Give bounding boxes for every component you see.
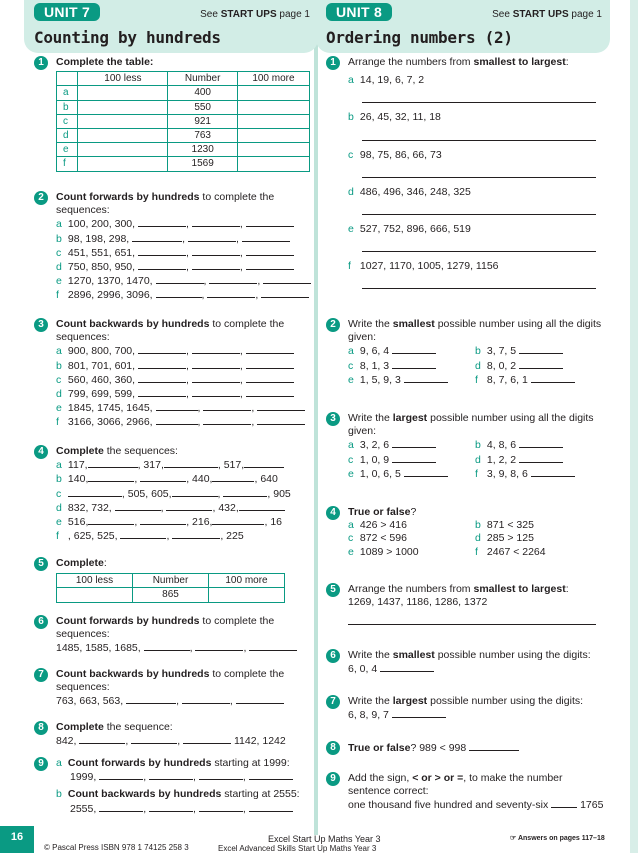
question-text: Count backwards by hundreds to complete the sequences: (56, 668, 285, 694)
list-c: c 98, 75, 86, 66, 73 (348, 148, 442, 161)
question-8 (326, 741, 602, 755)
unit-badge: UNIT 8 (326, 3, 392, 21)
question-text: True or false? (348, 506, 417, 518)
complete-table (56, 573, 285, 602)
question-4 (326, 506, 602, 559)
question-3 (326, 412, 602, 481)
table-header: 100 more (237, 72, 309, 86)
question-7 (34, 668, 310, 709)
question-1 (34, 56, 310, 172)
list-f: f 1027, 1170, 1005, 1279, 1156 (348, 260, 499, 273)
question-text: Count forwards by hundreds to complete the sequences: (56, 191, 275, 217)
answer-line[interactable] (362, 273, 596, 289)
question-9 (326, 772, 602, 813)
question-number: 6 (34, 615, 48, 629)
sequence-c: c 451, 551, 651, , , (56, 246, 310, 260)
sequence-f: f 3166, 3066, 2966, , , (56, 415, 310, 429)
answer-row: e 1, 0, 6, 5 f 3, 9, 8, 6 (348, 467, 602, 481)
digits: 6, 8, 9, 7 (348, 708, 602, 722)
question-text: Count forwards by hundreds to complete the sequences: (56, 615, 275, 641)
answer-cell[interactable] (57, 588, 133, 602)
list-e: e 527, 752, 896, 666, 519 (348, 223, 471, 236)
answer-row: e 1089 > 1000 f 2467 < 2264 (348, 545, 546, 558)
answer-row: a 426 > 416 b 871 < 325 (348, 519, 534, 532)
sequence-b: b 98, 198, 298, , , (56, 232, 310, 246)
question-number: 7 (326, 695, 340, 709)
list-a: a 14, 19, 6, 7, 2 (348, 74, 425, 87)
answer-line[interactable] (362, 87, 596, 103)
unit-title: Ordering numbers (2) (326, 28, 513, 47)
table-row: c 921 (57, 114, 310, 128)
question-4 (34, 445, 310, 543)
answer-cell[interactable] (78, 157, 168, 171)
answer-cell[interactable] (237, 143, 309, 157)
sequence-e: e 516, , , 216, , 16 (56, 516, 282, 529)
sequence-f: f , 625, 525, , , 225 (56, 530, 244, 543)
question-text: Write the largest possible number using the digits: (348, 695, 584, 707)
see-reference: See START UPS page 1 (200, 9, 310, 20)
answers-reference: ☞ Answers on pages 117–18 (510, 835, 605, 842)
table-row: a 400 (57, 86, 310, 100)
list-d: d 486, 496, 346, 248, 325 (348, 185, 471, 198)
table-row: b 550 (57, 100, 310, 114)
table-row: e 1230 (57, 143, 310, 157)
question-3 (34, 318, 310, 430)
question-text: True or false? 989 < 998 (348, 741, 602, 755)
publisher-info: © Pascal Press ISBN 978 1 74125 258 3 (44, 843, 189, 852)
answer-row: c 1, 0, 9 d 1, 2, 2 (348, 453, 602, 467)
book-title: Excel Start Up Maths Year 3 (268, 834, 381, 844)
sequence: 1485, 1585, 1685, , , (56, 641, 310, 655)
sequence-f: f 2896, 2996, 3096, , , (56, 288, 310, 302)
answer-cell[interactable] (209, 588, 285, 602)
unit-7-column (30, 0, 312, 815)
table-header: 100 more (209, 574, 285, 588)
question-number: 5 (34, 557, 48, 571)
column-divider (314, 0, 318, 835)
answer-cell[interactable] (237, 129, 309, 143)
question-text: Write the largest possible number using all the digits given: (348, 412, 594, 438)
answer-cell[interactable] (78, 129, 168, 143)
question-2 (34, 191, 310, 303)
sequence-d: d 750, 850, 950, , , (56, 260, 310, 274)
question-6 (34, 615, 310, 656)
digits: 6, 0, 4 (348, 662, 602, 676)
answer-row: a 3, 2, 6 b 4, 8, 6 (348, 438, 602, 452)
page-edge (630, 0, 638, 853)
sequence: 842, , , 1142, 1242 (56, 735, 286, 748)
number-sentence: one thousand five hundred and seventy-six 1765 (348, 799, 604, 812)
answer-cell[interactable] (78, 143, 168, 157)
answer-line[interactable] (362, 199, 596, 215)
answer-line[interactable] (362, 236, 596, 252)
question-2 (326, 318, 602, 387)
unit-title: Counting by hundreds (34, 28, 221, 47)
table-header: Number (168, 72, 237, 86)
question-number: 2 (34, 191, 48, 205)
book-subtitle: Excel Advanced Skills Start Up Maths Year 3 (218, 844, 377, 853)
question-text: Complete the sequences: (56, 445, 178, 457)
question-7 (326, 695, 602, 722)
page-number-badge: 16 (0, 826, 34, 853)
answer-cell[interactable] (78, 86, 168, 100)
question-number: 8 (34, 721, 48, 735)
table-header: Number (133, 574, 209, 588)
pointing-hand-icon: ☞ (510, 835, 517, 842)
question-text: Write the smallest possible number using all the digits given: (348, 318, 602, 344)
question-5 (326, 583, 602, 625)
answer-cell[interactable] (78, 100, 168, 114)
answer-cell[interactable] (237, 157, 309, 171)
sequence-b: b 801, 701, 601, , , (56, 359, 310, 373)
unit-7-header (24, 0, 318, 53)
question-number: 8 (326, 741, 340, 755)
list-b: b 26, 45, 32, 11, 18 (348, 111, 441, 124)
question-text: Arrange the numbers from smallest to largest: (348, 583, 569, 595)
question-9 (34, 757, 310, 816)
sequence-a: a 117, , 317, , 517, (56, 458, 310, 472)
question-number: 3 (326, 412, 340, 426)
answer-cell[interactable] (237, 114, 309, 128)
sequence-c: c 560, 460, 360, , , (56, 373, 310, 387)
table-row: 865 (57, 588, 285, 602)
unit-badge: UNIT 7 (34, 3, 100, 21)
number-list: 1269, 1437, 1186, 1286, 1372 (348, 596, 488, 609)
answer-row: e 1, 5, 9, 3 f 8, 7, 6, 1 (348, 373, 602, 387)
sequence-d: d 832, 732, , , 432, (56, 501, 310, 515)
answer-line[interactable] (362, 125, 596, 141)
question-number: 7 (34, 668, 48, 682)
question-number: 9 (34, 757, 48, 771)
answer-row: c 872 < 596 d 285 > 125 (348, 532, 534, 545)
question-number: 4 (326, 506, 340, 520)
question-number: 3 (34, 318, 48, 332)
question-9a-text: a Count forwards by hundreds starting at 1999: (56, 757, 290, 769)
sequence-e: e 1270, 1370, 1470, , , (56, 274, 310, 288)
question-8 (34, 721, 310, 748)
see-reference: See START UPS page 1 (492, 9, 602, 20)
table-header: 100 less (78, 72, 168, 86)
question-number: 6 (326, 649, 340, 663)
answer-cell[interactable] (237, 86, 309, 100)
question-text: Write the smallest possible number using the digits: (348, 649, 591, 661)
sequence-b: b 140, , , 440, , 640 (56, 473, 278, 486)
counting-table (56, 71, 310, 171)
answer-line[interactable] (362, 162, 596, 178)
answer-line[interactable] (348, 609, 596, 625)
sequence-a: a 100, 200, 300, , , (56, 217, 310, 231)
question-text: Add the sign, < or > or =, to make the number sentence correct: (348, 772, 563, 798)
question-1 (326, 56, 602, 289)
question-number: 1 (34, 56, 48, 70)
question-text: Complete the sequence: (56, 721, 173, 733)
question-text: Complete the table: (56, 56, 154, 68)
sequence-e: e 1845, 1745, 1645, , , (56, 401, 310, 415)
sequence-c: c , 505, 605, , , 905 (56, 487, 291, 500)
table-header (57, 72, 78, 86)
question-text: Complete: (56, 557, 107, 569)
sequence-a: 1999, , , , (70, 770, 310, 784)
answer-cell[interactable] (78, 114, 168, 128)
question-number: 2 (326, 318, 340, 332)
question-number: 4 (34, 445, 48, 459)
question-number: 5 (326, 583, 340, 597)
table-row: d 763 (57, 129, 310, 143)
answer-row: a 9, 6, 4 b 3, 7, 5 (348, 344, 602, 358)
unit-8-header (316, 0, 610, 53)
question-number: 9 (326, 772, 340, 786)
sequence: 763, 663, 563, , , (56, 694, 310, 708)
question-text: Count backwards by hundreds to complete the sequences: (56, 318, 285, 344)
table-row: f 1569 (57, 157, 310, 171)
answer-row: c 8, 1, 3 d 8, 0, 2 (348, 359, 602, 373)
unit-8-column (322, 0, 604, 812)
table-header: 100 less (57, 574, 133, 588)
question-5 (34, 557, 310, 603)
question-6 (326, 649, 602, 676)
sequence-b: 2555, , , , (70, 802, 310, 816)
sequence-d: d 799, 699, 599, , , (56, 387, 310, 401)
question-text: Arrange the numbers from smallest to largest: (348, 56, 569, 68)
sequence-a: a 900, 800, 700, , , (56, 344, 310, 358)
answer-cell[interactable] (237, 100, 309, 114)
question-number: 1 (326, 56, 340, 70)
question-9b-text: b Count backwards by hundreds starting at 2555: (56, 788, 300, 801)
